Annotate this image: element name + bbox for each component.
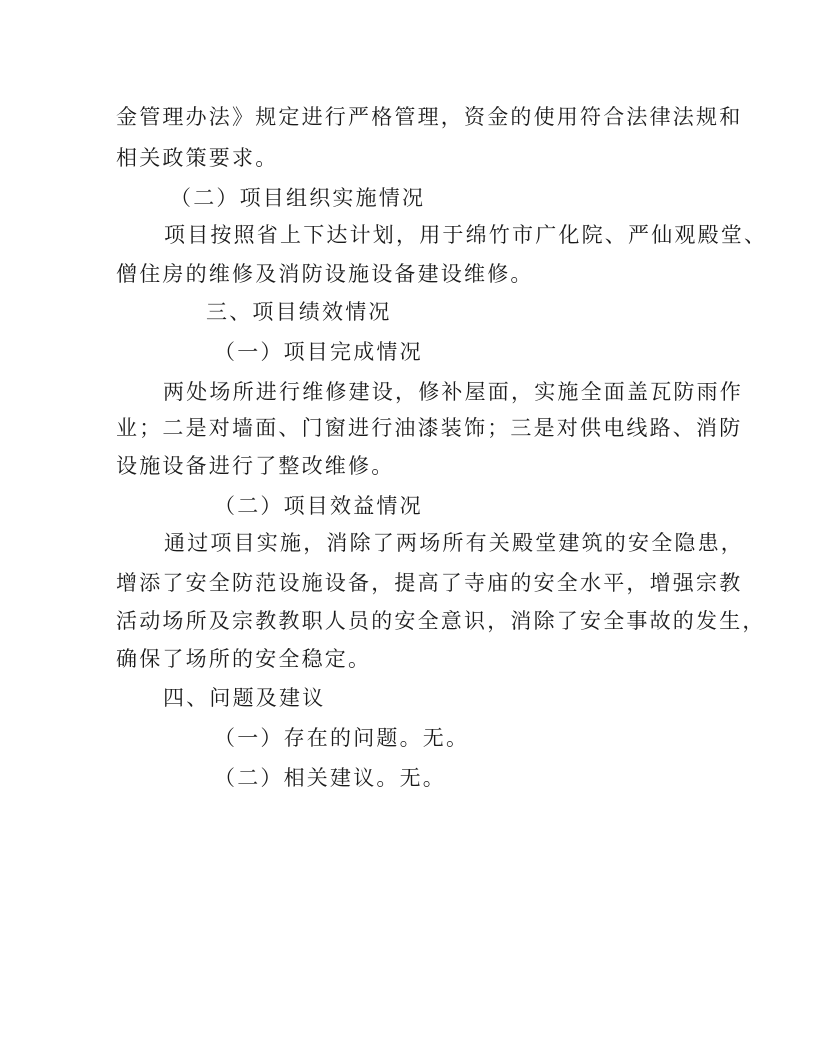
paragraph-line: 金管理办法》规定进行严格管理，资金的使用符合法律法规和 (116, 105, 743, 129)
subsection-heading: （二）相关建议。无。 (214, 766, 446, 790)
paragraph-line: 项目按照省上下达计划，用于绵竹市广化院、严仙观殿堂、 (164, 223, 768, 247)
paragraph-line: 活动场所及宗教教职人员的安全意识，消除了安全事故的发生， (116, 609, 766, 633)
subsection-heading: （一）项目完成情况 (214, 340, 423, 364)
paragraph-line: 僧住房的维修及消防设施设备建设维修。 (116, 262, 534, 286)
paragraph-line: 确保了场所的安全稳定。 (116, 647, 372, 671)
subsection-heading: （二）项目效益情况 (214, 494, 423, 518)
paragraph-line: 增添了安全防范设施设备，提高了寺庙的安全水平，增强宗教 (116, 571, 743, 595)
paragraph-line: 设施设备进行了整改维修。 (116, 454, 395, 478)
paragraph-line: 相关政策要求。 (116, 146, 279, 170)
section-heading: 三、项目绩效情况 (206, 300, 392, 324)
subsection-heading: （一）存在的问题。无。 (214, 726, 470, 750)
paragraph-line: 两处场所进行维修建设，修补屋面，实施全面盖瓦防雨作 (163, 380, 743, 404)
section-heading: 四、问题及建议 (163, 686, 326, 710)
paragraph-line: 通过项目实施，消除了两场所有关殿堂建筑的安全隐患， (164, 531, 744, 555)
subsection-heading: （二）项目组织实施情况 (170, 186, 426, 210)
paragraph-line: 业；二是对墙面、门窗进行油漆装饰；三是对供电线路、消防 (116, 416, 743, 440)
